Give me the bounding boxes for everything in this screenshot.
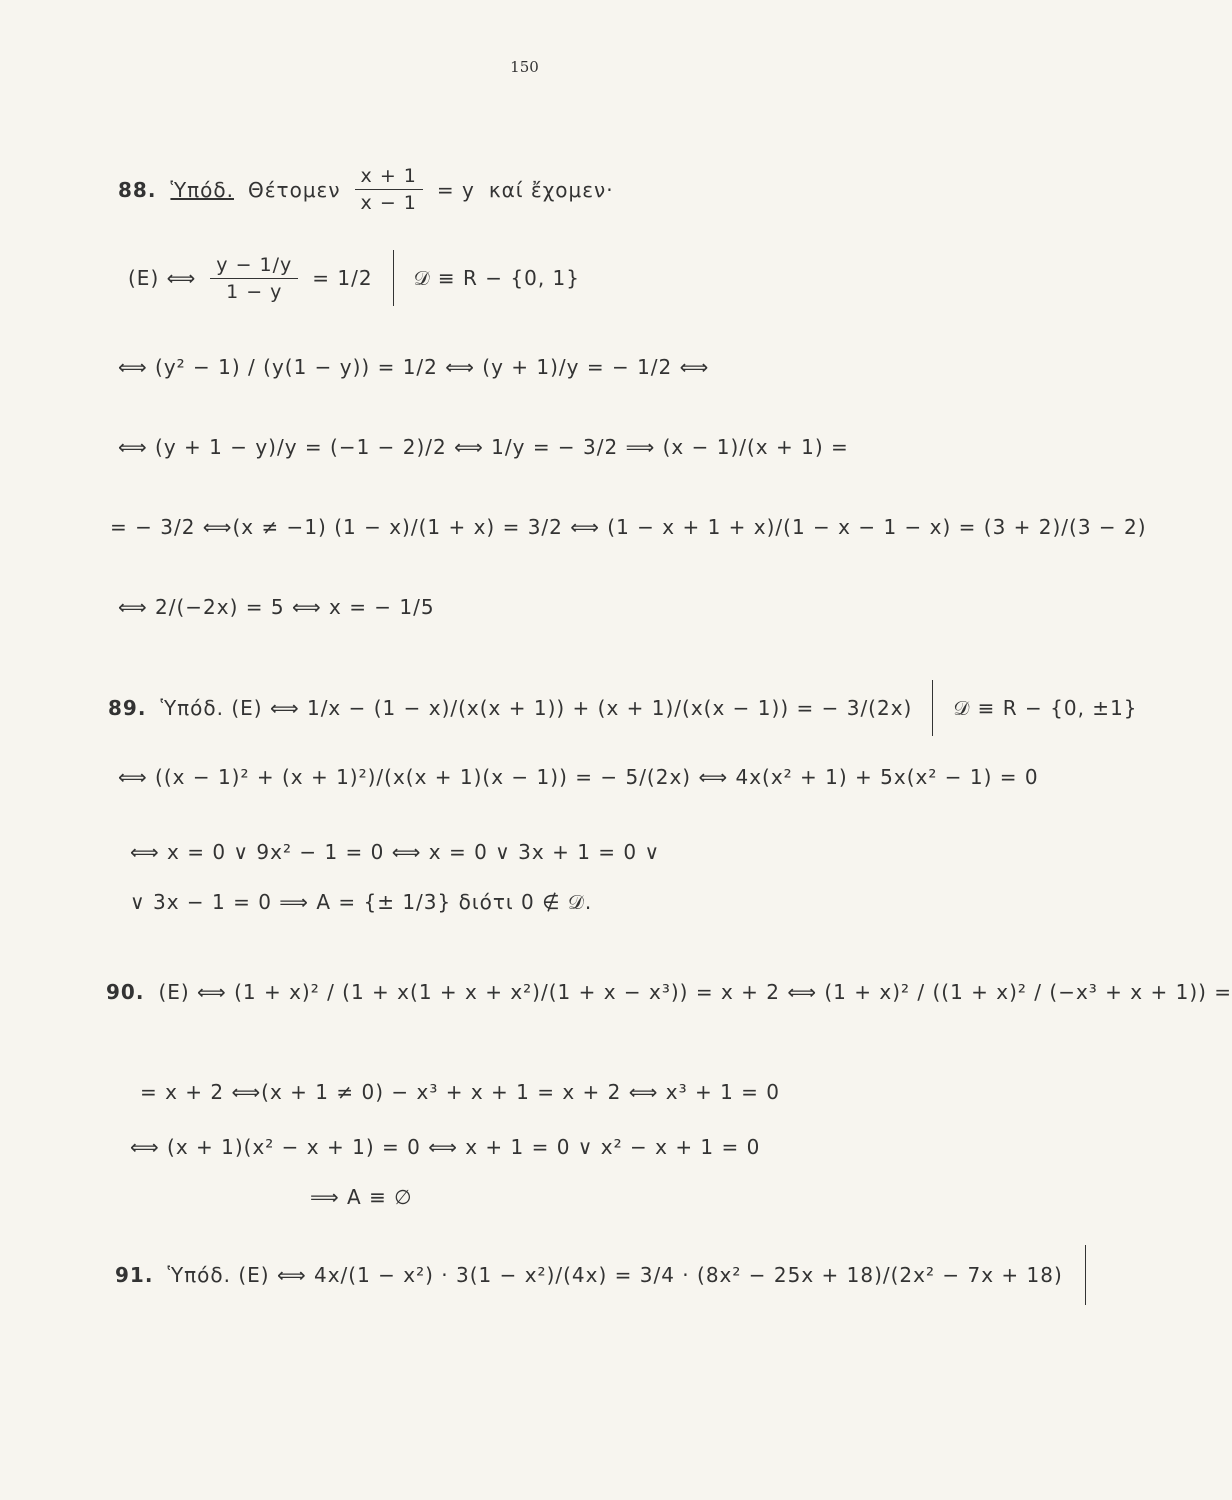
equation-text: = − 3/2 ⟺(x ≠ −1) (1 − x)/(1 + x) = 3/2 ⟺ (1 − x + 1 + x)/(1 − x − 1 − x) = (3 + 2)/(3 − 2) <box>110 515 1147 539</box>
problem-91-line-1 <box>115 1245 1086 1305</box>
domain-text: 𝒟 ≡ R − {0, ±1} <box>953 696 1138 720</box>
problem-88-header <box>118 165 614 214</box>
page-number: 150 <box>510 58 539 76</box>
equation-text: ⟺ (x + 1)(x² − x + 1) = 0 ⟺ x + 1 = 0 ∨ x² − x + 1 = 0 <box>130 1135 761 1159</box>
domain-separator <box>1085 1245 1086 1305</box>
problem-90-line-1 <box>106 980 1232 1004</box>
equation-text: ∨ 3x − 1 = 0 ⟹ A = {± 1/3} διότι 0 ∉ 𝒟. <box>130 890 593 914</box>
header-text-a: Θέτομεν <box>247 177 341 202</box>
equation-text: ⟺ (y + 1 − y)/y = (−1 − 2)/2 ⟺ 1/y = − 3/2 ⟹ (x − 1)/(x + 1) = <box>118 435 849 459</box>
equation-text: ⟺ 2/(−2x) = 5 ⟺ x = − 1/5 <box>118 595 435 619</box>
problem-88-line-4 <box>110 515 1147 539</box>
domain-text: 𝒟 ≡ R − {0, 1} <box>413 266 580 290</box>
substitution-rhs: = y <box>436 177 475 202</box>
equation-text: = x + 2 ⟺(x + 1 ≠ 0) − x³ + x + 1 = x + 2 ⟺ x³ + 1 = 0 <box>140 1080 780 1104</box>
problem-number: 88. <box>118 177 157 202</box>
equation-text: ⟺ x = 0 ∨ 9x² − 1 = 0 ⟺ x = 0 ∨ 3x + 1 = 0 ∨ <box>130 840 661 864</box>
equation-text: ⟺ ((x − 1)² + (x + 1)²)/(x(x + 1)(x − 1)) = − 5/(2x) ⟺ 4x(x² + 1) + 5x(x² − 1) = 0 <box>118 765 1039 789</box>
problem-88-line-1 <box>128 250 580 306</box>
problem-88-line-5 <box>118 595 435 619</box>
problem-89-line-3 <box>130 840 660 864</box>
hint-label: Ὑπόδ. <box>170 177 234 202</box>
line-rhs: = 1/2 <box>312 266 373 290</box>
equation-text: ⟹ A ≡ ∅ <box>310 1185 413 1209</box>
equation-text: Ὑπόδ. (E) ⟺ 4x/(1 − x²) · 3(1 − x²)/(4x) = 3/4 · (8x² − 25x + 18)/(2x² − 7x + 18) <box>167 1263 1063 1287</box>
problem-88-line-3 <box>118 435 849 459</box>
problem-88-line-2 <box>118 355 709 379</box>
main-fraction: $\frac{y - 1/y}{1 - y}$ <box>210 254 298 303</box>
problem-number: 91. <box>115 1263 154 1287</box>
problem-number: 90. <box>106 980 145 1004</box>
domain-separator <box>932 680 933 736</box>
domain-separator <box>393 250 394 306</box>
problem-89-line-2 <box>118 765 1039 789</box>
equation-text: Ὑπόδ. (E) ⟺ 1/x − (1 − x)/(x(x + 1)) + (x + 1)/(x(x − 1)) = − 3/(2x) <box>160 696 913 720</box>
problem-90-line-2 <box>140 1080 780 1104</box>
substitution-fraction: $\frac{x + 1}{x - 1}$ <box>355 165 423 214</box>
problem-90-line-3 <box>130 1135 760 1159</box>
problem-89-line-1 <box>108 680 1138 736</box>
problem-90-line-4 <box>310 1185 413 1209</box>
line-lhs: (E) ⟺ <box>128 266 197 290</box>
problem-89-line-4 <box>130 890 592 914</box>
equation-text: (E) ⟺ (1 + x)² / (1 + x(1 + x + x²)/(1 + x − x³)) = x + 2 ⟺ (1 + x)² / ((1 + x)² / (−x³ + x + 1)) = <box>158 980 1232 1004</box>
header-text-b: καί ἔχομεν· <box>488 177 614 202</box>
problem-number: 89. <box>108 696 147 720</box>
equation-text: ⟺ (y² − 1) / (y(1 − y)) = 1/2 ⟺ (y + 1)/y = − 1/2 ⟺ <box>118 355 710 379</box>
